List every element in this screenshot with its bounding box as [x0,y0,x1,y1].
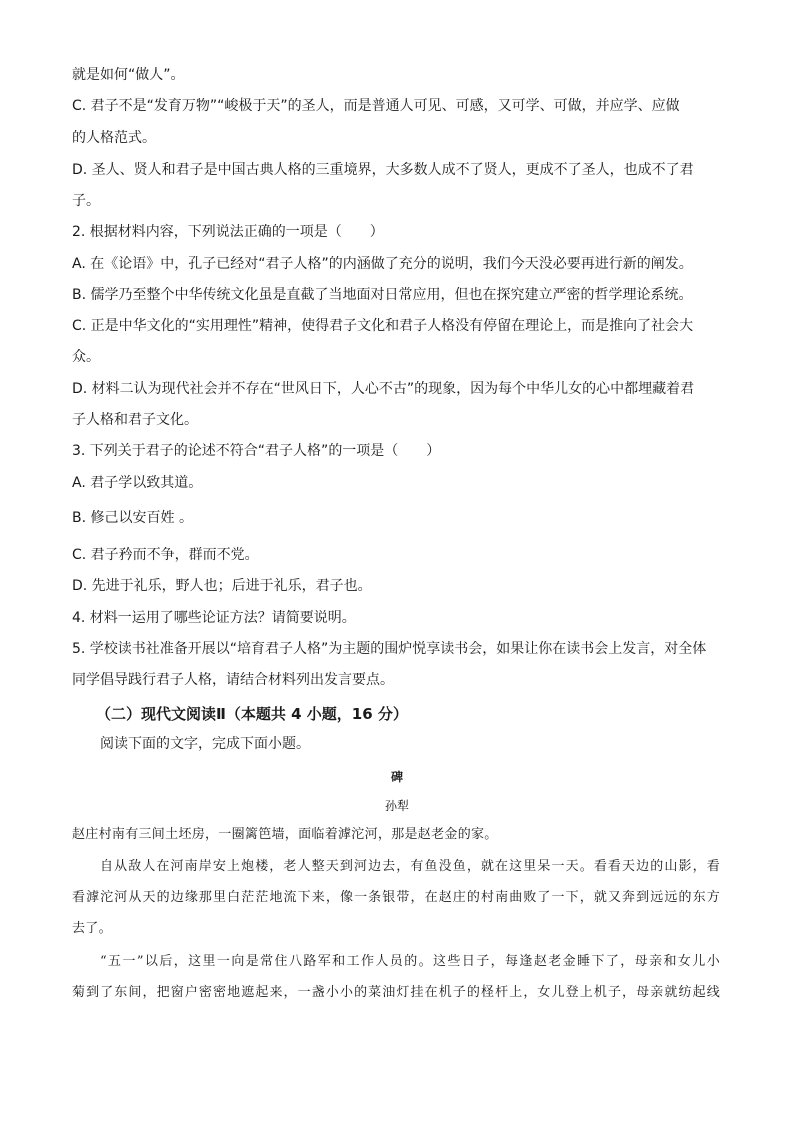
text-line: 子。 [72,193,100,209]
text-line: 就是如何“做人”。 [72,67,185,83]
story-paragraph-line: 去了。 [72,921,112,936]
story-paragraph-line: 自从敌人在河南岸安上炮楼，老人整天到河边去，有鱼没鱼，就在这里呆一天。看看天边的山影，看 [100,859,720,874]
section-heading: （二）现代文阅读Ⅱ（本题共 4 小题，16 分） [96,705,408,723]
instruction: 阅读下面的文字，完成下面小题。 [100,736,310,752]
option-b-line: B. 修己以安百姓 。 [72,510,193,526]
story-title: 碑 [390,770,403,784]
text-line: 众。 [72,349,100,365]
story-paragraph-line: “五一”以后，这里一向是常住八路军和工作人员的。这些日子，每逢赵老金睡下了，母亲和女儿小 [100,954,720,969]
story-author: 孙犁 [384,799,409,813]
question-3: 3. 下列关于君子的论述不符合“君子人格”的一项是（ ） [72,443,441,459]
text-line: 子人格和君子文化。 [72,412,198,428]
option-d-line: D. 圣人、贤人和君子是中国古典人格的三重境界，大多数人成不了贤人，更成不了圣人，也成不了君 [72,162,694,178]
option-c-line: C. 君子不是“发育万物”“峻极于天”的圣人，而是普通人可见、可感，又可学、可做，并应学、应做 [72,98,680,114]
text-line: 同学倡导践行君子人格，请结合材料列出发言要点。 [72,672,394,688]
option-d-line: D. 先进于礼乐，野人也；后进于礼乐，君子也。 [72,578,372,594]
option-b-line: B. 儒学乃至整个中华传统文化虽是直截了当地面对日常应用，但也在探究建立严密的哲学理论系统。 [72,287,693,303]
option-a-line: A. 君子学以致其道。 [72,475,203,491]
question-4: 4. 材料一运用了哪些论证方法？请简要说明。 [72,610,356,626]
option-c-line: C. 君子矜而不争，群而不党。 [72,547,259,563]
story-paragraph-line: 菊到了东间，把窗户密密地遮起来，一盏小小的菜油灯挂在机子的柽杆上，女儿登上机子，母亲就纺起线 [72,985,720,1000]
question-2: 2. 根据材料内容，下列说法正确的一项是（ ） [72,224,384,240]
option-a-line: A. 在《论语》中，孔子已经对“君子人格”的内涵做了充分的说明，我们今天没必要再进行新的阐发。 [72,256,693,272]
option-d-line: D. 材料二认为现代社会并不存在“世风日下，人心不古”的现象，因为每个中华儿女的心中都埋藏着君 [72,381,695,397]
story-paragraph-line: 赵庄村南有三间土坯房，一圈篱笆墙，面临着滹沱河，那是赵老金的家。 [72,827,498,842]
question-5: 5. 学校读书社准备开展以“培育君子人格”为主题的围炉悦享读书会，如果让你在读书会上发言，对全体 [72,641,707,657]
story-paragraph-line: 看滹沱河从天的边缘那里白茫茫地流下来，像一条银带，在赵庄的村南曲败了一下，就又奔到远远的东方 [72,890,720,905]
text-line: 的人格范式。 [72,130,156,146]
option-c-line: C. 正是中华文化的“实用理性”精神，使得君子文化和君子人格没有停留在理论上，而是推向了社会大 [72,318,694,334]
